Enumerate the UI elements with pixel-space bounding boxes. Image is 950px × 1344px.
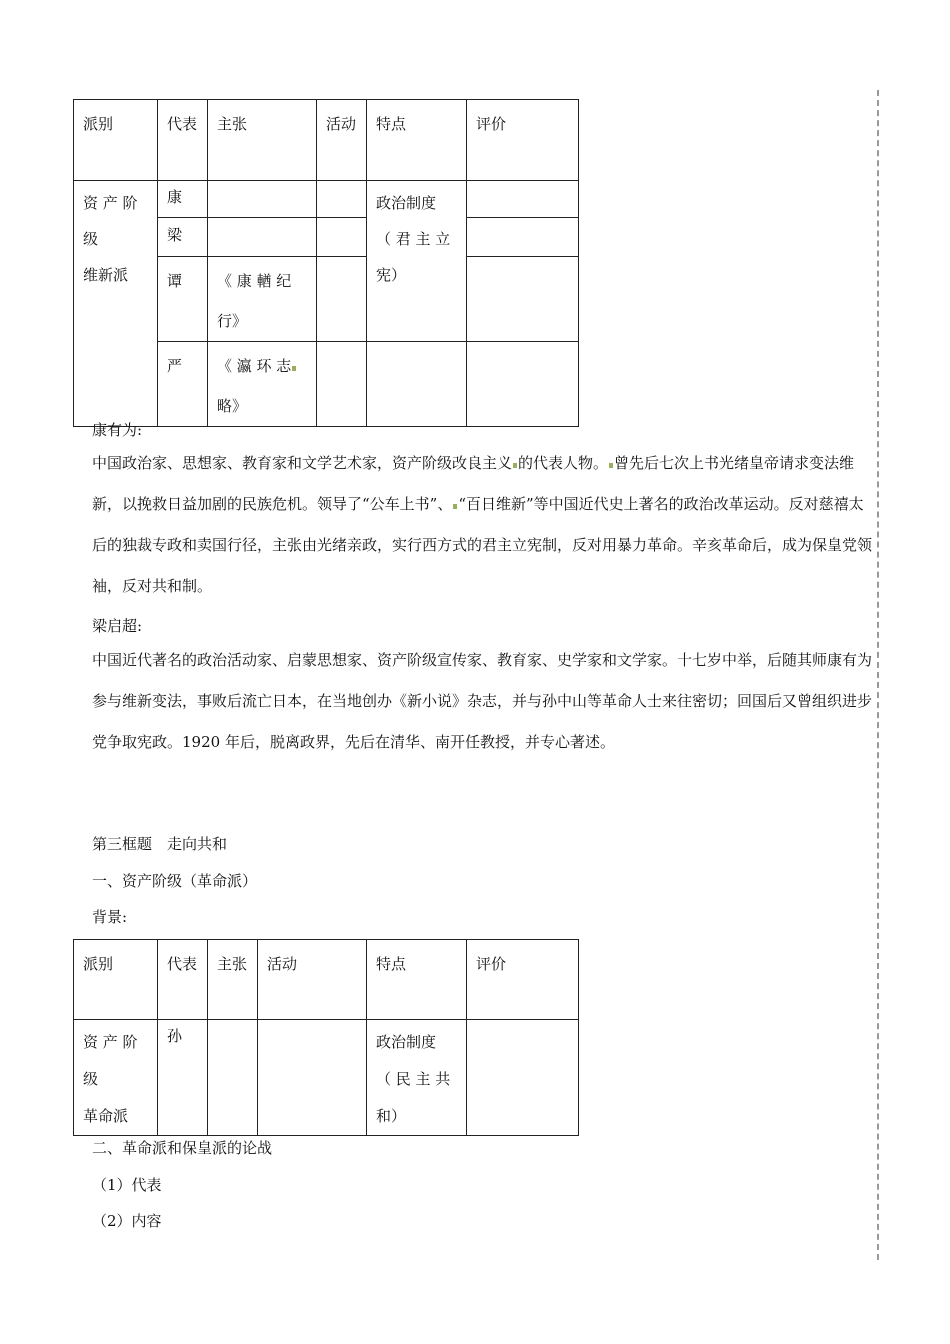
header-feature: 特点 [367, 940, 467, 1020]
cell-empty [467, 181, 579, 218]
highlight-mark [292, 366, 296, 371]
section-title: 第三框题 走向共和 [92, 835, 228, 853]
cell-empty [467, 218, 579, 257]
highlight-mark [609, 463, 613, 468]
header-representative: 代表 [158, 940, 208, 1020]
background-label: 背景: [92, 908, 128, 926]
rep-yan: 严 [158, 342, 208, 427]
cell-empty [317, 218, 367, 257]
table-row [74, 1020, 579, 1136]
cell-empty [208, 1020, 258, 1136]
debate-title: 二、革命派和保皇派的论战 [92, 1139, 273, 1157]
highlight-mark [513, 463, 517, 468]
header-faction: 派别 [74, 940, 158, 1020]
cell-empty [467, 257, 579, 342]
rep-liang: 梁 [158, 218, 208, 257]
cell-empty [367, 342, 467, 427]
cell-empty [258, 1020, 367, 1136]
table-header-row [74, 940, 579, 1020]
feature-democratic-republic: 政治制度 （ 民 主 共 和） [367, 1020, 467, 1136]
book-kangyou-jixing: 《 康 輶 纪 行》 [208, 257, 317, 342]
book-yinghuan-zhilue: 《 瀛 环 志 略》 [208, 342, 317, 427]
subsection-title: 一、资产阶级（革命派） [92, 872, 258, 890]
header-proposition: 主张 [208, 100, 317, 181]
reform-faction-table [73, 99, 579, 427]
rep-tan: 谭 [158, 257, 208, 342]
header-feature: 特点 [367, 100, 467, 181]
faction-revolutionaries: 资 产 阶 级 革命派 [74, 1020, 158, 1136]
header-faction: 派别 [74, 100, 158, 181]
cell-empty [317, 257, 367, 342]
feature-constitutional-monarchy: 政治制度 （ 君 主 立 宪） [367, 181, 467, 342]
kang-title: 康有为: [92, 421, 143, 439]
revolutionary-faction-table [73, 939, 579, 1136]
table-row [74, 181, 579, 218]
rep-sun: 孙 [158, 1020, 208, 1136]
liang-title: 梁启超: [92, 617, 143, 635]
header-activity: 活动 [258, 940, 367, 1020]
header-proposition: 主张 [208, 940, 258, 1020]
page-margin-dashed-line [877, 90, 879, 1260]
cell-empty [467, 1020, 579, 1136]
cell-empty [317, 181, 367, 218]
cell-empty [467, 342, 579, 427]
liang-paragraph: 中国近代著名的政治活动家、启蒙思想家、资产阶级宣传家、教育家、史学家和文学家。十七岁中举，后随其师康有为参与维新变法，事败后流亡日本，在当地创办《新小说》杂志，并与孙中山等革命人士来往密切；回国后又曾组织进步党争取宪政。1920 年后，脱离政界，先后在清华、南开任教授，并专心著述。 [92, 651, 873, 751]
header-activity: 活动 [317, 100, 367, 181]
highlight-mark [453, 504, 457, 509]
debate-item-content: （2）内容 [92, 1212, 162, 1230]
debate-item-representatives: （1）代表 [92, 1176, 162, 1194]
header-evaluation: 评价 [467, 100, 579, 181]
rep-kang: 康 [158, 181, 208, 218]
cell-empty [208, 218, 317, 257]
faction-reformists: 资 产 阶 级 维新派 [74, 181, 158, 427]
cell-empty [208, 181, 317, 218]
kang-paragraph: 中国政治家、思想家、教育家和文学艺术家，资产阶级改良主义 的代表人物。 曾先后七次上书光绪皇帝请求变法维新，以挽救日益加剧的民族危机。领导了“公车上书”、 “百日维新”等中国近代史上著名的政治改革运动。反对慈禧太后的独裁专政和卖国行径，主张由光绪亲政，实行西方式的君主立宪制，反对用暴力革命。辛亥革命后，成为保皇党领袖，反对共和制。 [92, 454, 873, 595]
header-representative: 代表 [158, 100, 208, 181]
table-header-row [74, 100, 579, 181]
cell-empty [317, 342, 367, 427]
header-evaluation: 评价 [467, 940, 579, 1020]
